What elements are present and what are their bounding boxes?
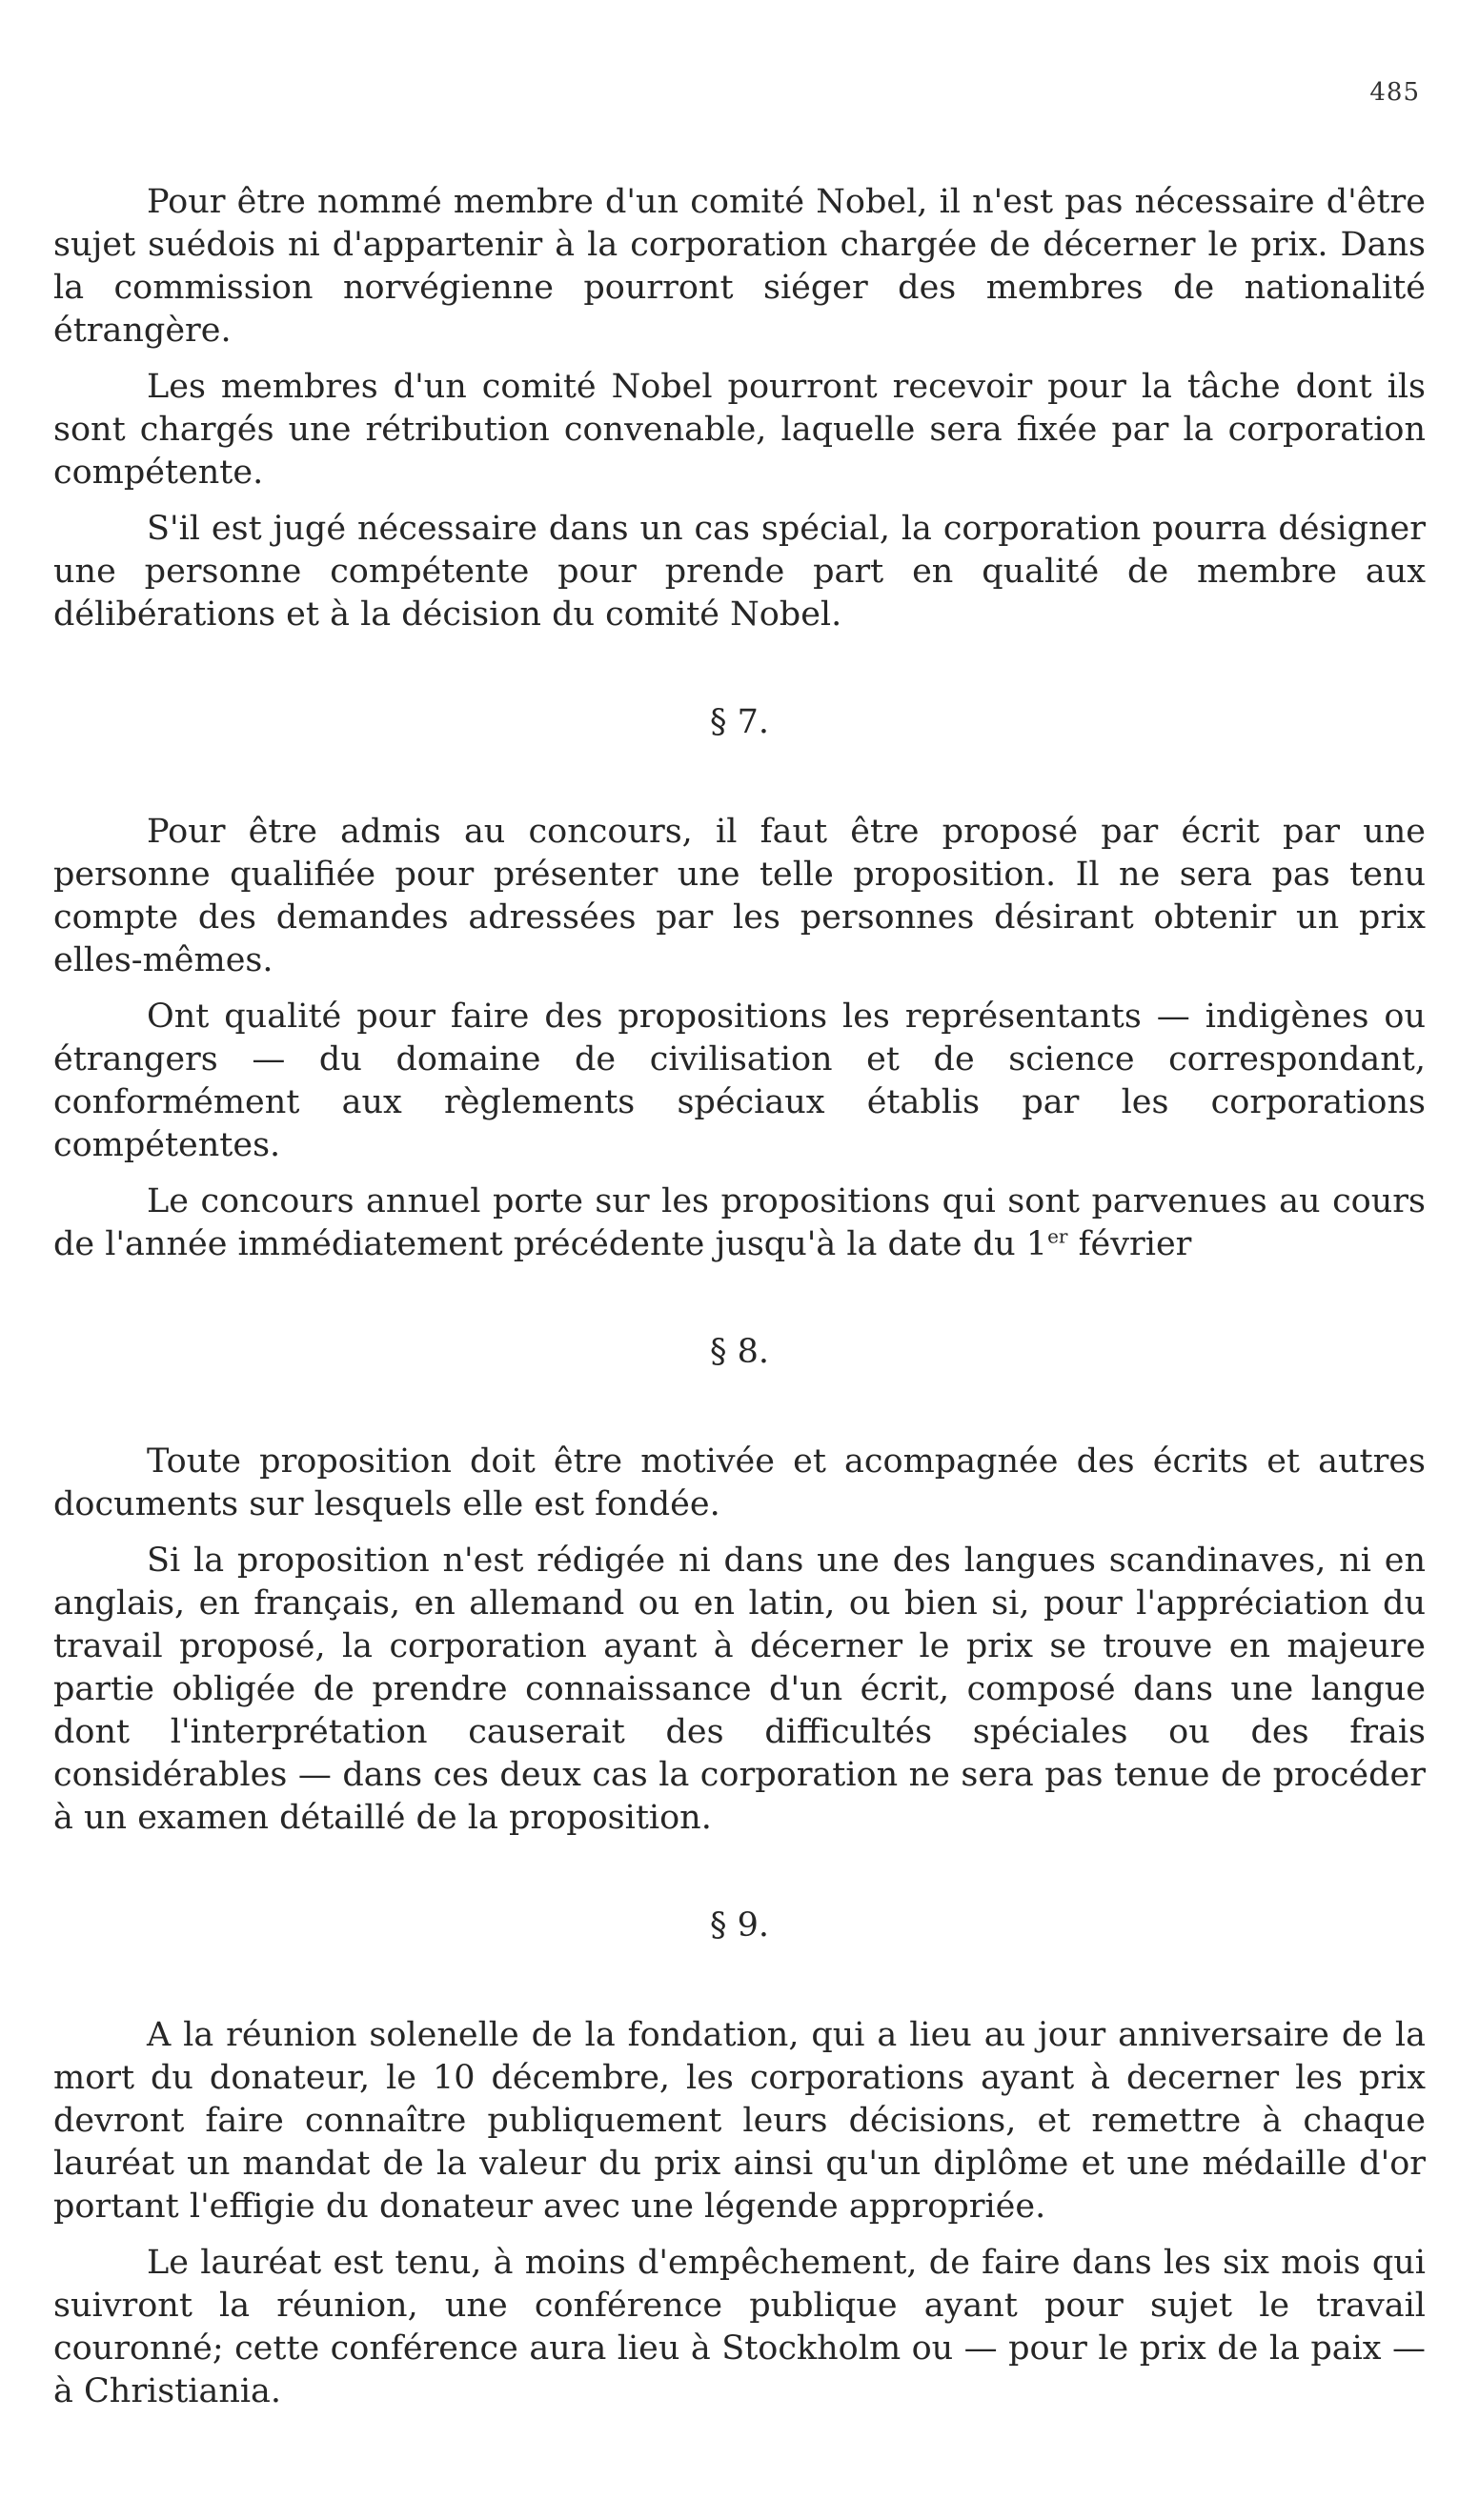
section-8-heading: § 8. bbox=[709, 1333, 770, 1371]
ordinal-superscript: er bbox=[1047, 1224, 1068, 1248]
section-9-paragraph-2: Le lauréat est tenu, à moins d'empêchement, de faire dans les six mois qui suivront la réunion, une conférence publique ayant pour sujet le travail couronné; cette conférence aura lieu à Stockholm ou — pour le prix de la paix — à Christiania. bbox=[53, 2244, 1426, 2410]
section-7-paragraph-3 bbox=[53, 1180, 1426, 1266]
section-7-paragraph-2: Ont qualité pour faire des propositions les représentants — indigènes ou étrangers — du domaine de civilisation et de science correspondant, conformément aux règlements spéciaux établis par les corporations compétentes. bbox=[53, 998, 1426, 1164]
page-number: 485 bbox=[1369, 78, 1420, 107]
body-text bbox=[53, 181, 1426, 2427]
paragraph-intro-1: Pour être nommé membre d'un comité Nobel, il n'est pas nécessaire d'être sujet suédois ni d'appartenir à la corporation chargée de décerner le prix. Dans la commission norvégienne pourront siéger des membres de nationalité étrangère. bbox=[53, 183, 1426, 350]
section-9-heading: § 9. bbox=[709, 1906, 770, 1945]
paragraph-intro-3: S'il est jugé nécessaire dans un cas spécial, la corporation pourra désigner une personne compétente pour prende part en qualité de membre aux délibérations et à la décision du comité Nobel. bbox=[53, 510, 1426, 634]
section-7-paragraph-3-end: février bbox=[1067, 1225, 1192, 1263]
section-7-paragraph-3-text: Le concours annuel porte sur les propositions qui sont parvenues au cours de l'année immédiatement précédente jusqu'à la date du 1 bbox=[53, 1182, 1426, 1263]
section-7-paragraph-1: Pour être admis au concours, il faut être proposé par écrit par une personne qualifiée pour présenter une telle proposition. Il ne sera pas tenu compte des demandes adressées par les personnes désirant obtenir un prix elles-mêmes. bbox=[53, 813, 1426, 979]
section-8-paragraph-1: Toute proposition doit être motivée et acompagnée des écrits et autres documents sur lesquels elle est fondée. bbox=[53, 1442, 1426, 1523]
section-8-paragraph-2: Si la proposition n'est rédigée ni dans une des langues scandinaves, ni en anglais, en français, en allemand ou en latin, ou bien si, pour l'appréciation du travail proposé, la corporation ayant à décerner le prix se trouve en majeure partie obligée de prendre connaissance d'un écrit, composé dans une langue dont l'interprétation causerait des difficultés spéciales ou des frais considérables — dans ces deux cas la corporation ne sera pas tenue de procéder à un examen détaillé de la proposition. bbox=[53, 1542, 1426, 1837]
section-7-heading: § 7. bbox=[709, 703, 770, 741]
section-9-paragraph-1: A la réunion solenelle de la fondation, qui a lieu au jour anniversaire de la mort du donateur, le 10 décembre, les corporations ayant à decerner les prix devront faire connaître publiquement leurs décisions, et remettre à chaque lauréat un mandat de la valeur du prix ainsi qu'un diplôme et une médaille d'or portant l'effigie du donateur avec une légende appropriée. bbox=[53, 2016, 1426, 2226]
paragraph-intro-2: Les membres d'un comité Nobel pourront recevoir pour la tâche dont ils sont chargés une rétribution convenable, laquelle sera fixée par la corporation compétente. bbox=[53, 368, 1426, 492]
